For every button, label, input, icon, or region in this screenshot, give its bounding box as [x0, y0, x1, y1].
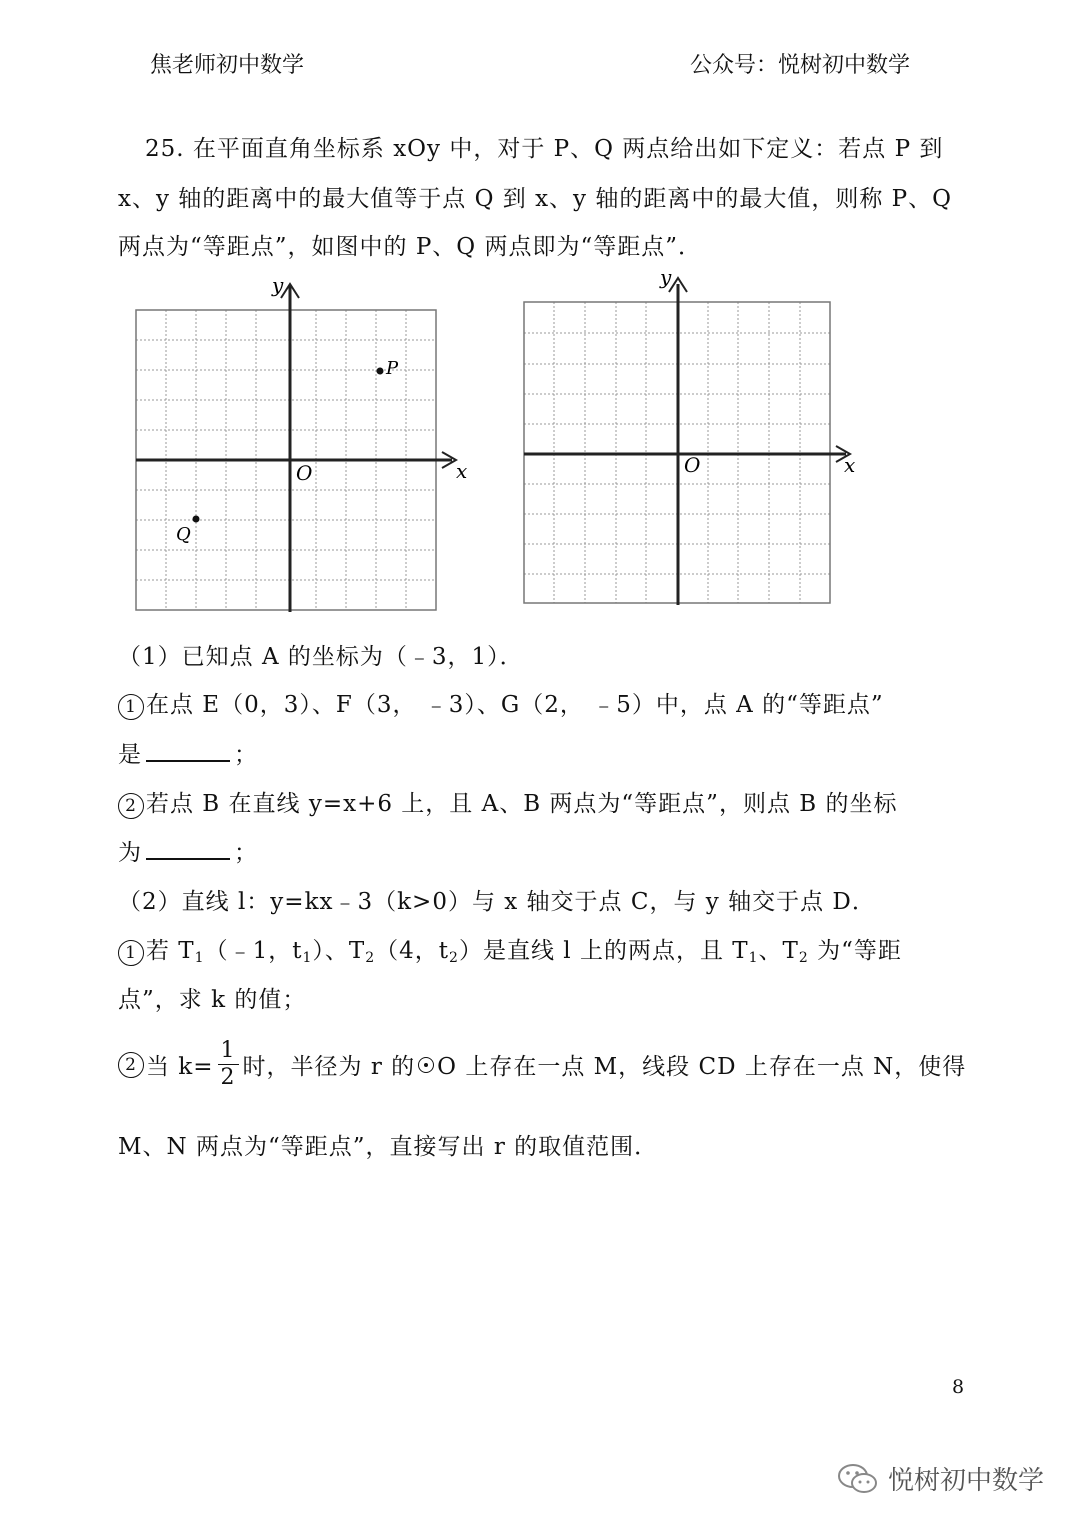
point-p-label: P [386, 358, 399, 379]
text: O 上存在一点 M，线段 CD 上存在一点 N，使得 [437, 1054, 967, 1080]
header-right: 公众号：悦树初中数学 [690, 53, 911, 78]
answer-blank[interactable] [146, 840, 230, 860]
subscript: 1 [748, 950, 759, 966]
point-p-dot [377, 368, 384, 375]
circle-dot-icon [418, 1057, 434, 1073]
part1-q1-cont: 是 [118, 742, 142, 768]
page-number: 8 [952, 1376, 965, 1398]
text: 、T [758, 938, 799, 964]
y-axis-label: y [660, 265, 672, 289]
text: 当 k= [146, 1054, 214, 1080]
origin-label: O [296, 461, 313, 485]
x-axis-label: x [456, 459, 468, 483]
figure-left-grid [130, 270, 480, 620]
part1-question-2 [118, 785, 897, 819]
figure-right-grid [518, 262, 868, 612]
text: （﹣1，t [204, 938, 303, 964]
circled-number: 1 [118, 940, 144, 966]
subscript: 1 [194, 950, 205, 966]
fraction-denominator: 2 [220, 1065, 236, 1090]
subscript: 2 [365, 950, 376, 966]
part1-q2-end: ； [234, 840, 258, 866]
origin-label: O [684, 453, 701, 477]
part1-q2-cont: 为 [118, 840, 142, 866]
fraction-one-half [218, 1038, 239, 1091]
part1-q1-end: ； [234, 742, 258, 768]
text: 若 T [146, 938, 195, 964]
part2-question-2 [118, 1038, 966, 1091]
text: 时，半径为 r 的 [242, 1054, 416, 1080]
fraction-numerator: 1 [218, 1038, 239, 1065]
wechat-icon [836, 1461, 880, 1497]
problem-intro-line-2: x、y 轴的距离中的最大值等于点 Q 到 x、y 轴的距离中的最大值，则称 P、Q [118, 186, 952, 212]
text: 为“等距 [808, 938, 902, 964]
text: ）、T [312, 938, 366, 964]
point-q-label: Q [176, 524, 191, 545]
part2-question-1 [118, 932, 902, 966]
watermark-text: 悦树初中数学 [888, 1466, 1045, 1496]
circled-number: 2 [118, 1052, 144, 1078]
watermark [836, 1460, 1044, 1497]
circled-number: 2 [118, 793, 144, 819]
problem-intro-line-3: 两点为“等距点”，如图中的 P、Q 两点即为“等距点”． [118, 234, 702, 260]
x-axis-label: x [844, 453, 856, 477]
y-axis-label: y [272, 273, 284, 297]
circled-number: 1 [118, 694, 144, 720]
part1-question-1 [118, 686, 884, 720]
part1-q1-text: 在点 E（0，3）、F（3， ﹣3）、G（2， ﹣5）中，点 A 的“等距点” [146, 692, 884, 718]
text: ）是直线 l 上的两点，且 T [458, 938, 749, 964]
problem-intro-line-1: 25. 在平面直角坐标系 xOy 中，对于 P、Q 两点给出如下定义：若点 P 到 [145, 136, 944, 162]
subscript: 2 [449, 950, 459, 966]
part2-given: （2）直线 l：y=kx﹣3（k>0）与 x 轴交于点 C，与 y 轴交于点 D． [118, 889, 876, 915]
part1-q1-answer-line [118, 736, 258, 769]
header-left: 焦老师初中数学 [150, 53, 305, 78]
part2-q1-cont: 点”，求 k 的值； [118, 987, 307, 1013]
part1-q2-answer-line [118, 834, 258, 867]
part1-q2-text: 若点 B 在直线 y=x+6 上，且 A、B 两点为“等距点”，则点 B 的坐标 [146, 791, 898, 817]
subscript: 2 [798, 950, 809, 966]
part2-q2-cont: M、N 两点为“等距点”，直接写出 r 的取值范围． [118, 1134, 659, 1160]
point-q-dot [193, 516, 200, 523]
subscript: 1 [302, 950, 313, 966]
answer-blank[interactable] [146, 742, 230, 762]
text: （4，t [375, 938, 450, 964]
part1-given: （1）已知点 A 的坐标为（﹣3，1）． [118, 644, 524, 670]
